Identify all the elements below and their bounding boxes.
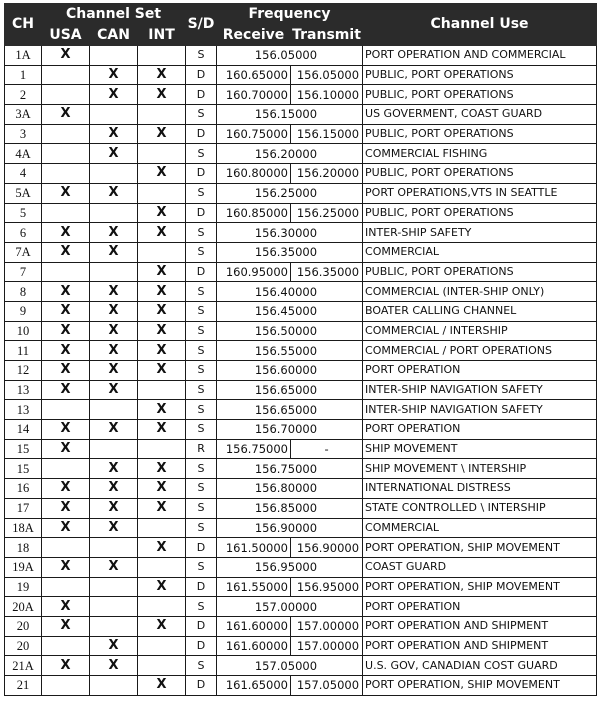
frequency-receive: 160.65000 [217,65,291,85]
usa-mark: X [42,242,90,262]
simplex-duplex: R [186,439,217,459]
usa-mark: X [42,46,90,66]
usa-mark: X [42,380,90,400]
frequency-transmit: 157.00000 [291,636,363,656]
can-mark: X [90,557,138,577]
channel-use: PORT OPERATION AND COMMERCIAL [363,46,597,66]
channel-use: COMMERCIAL / INTERSHIP [363,321,597,341]
simplex-duplex: S [186,597,217,617]
channel-number: 18 [5,538,42,558]
table-row [5,223,597,243]
channel-use: US GOVERMENT, COAST GUARD [363,105,597,125]
channel-number: 12 [5,361,42,381]
simplex-duplex: D [186,616,217,636]
channel-use: COMMERCIAL (INTER-SHIP ONLY) [363,282,597,302]
table-row [5,361,597,381]
simplex-duplex: S [186,144,217,164]
usa-mark [42,164,90,184]
int-mark: X [138,361,186,381]
frequency-simplex: 156.65000 [217,400,363,420]
can-mark [90,105,138,125]
usa-mark: X [42,183,90,203]
frequency-simplex: 156.55000 [217,341,363,361]
can-mark [90,46,138,66]
channel-use: COMMERCIAL / PORT OPERATIONS [363,341,597,361]
int-mark: X [138,420,186,440]
int-mark: X [138,282,186,302]
table-row [5,46,597,66]
can-mark [90,676,138,696]
channel-number: 19A [5,557,42,577]
channel-number: 11 [5,341,42,361]
channel-number: 14 [5,420,42,440]
channel-number: 19 [5,577,42,597]
usa-mark: X [42,479,90,499]
int-mark: X [138,577,186,597]
can-mark: X [90,282,138,302]
usa-mark: X [42,341,90,361]
channel-use: PORT OPERATION [363,361,597,381]
frequency-transmit: 157.05000 [291,676,363,696]
simplex-duplex: S [186,479,217,499]
frequency-simplex: 156.20000 [217,144,363,164]
channel-number: 9 [5,301,42,321]
frequency-transmit: - [291,439,363,459]
usa-mark [42,262,90,282]
can-mark: X [90,85,138,105]
frequency-receive: 160.80000 [217,164,291,184]
simplex-duplex: S [186,46,217,66]
channel-use: INTER-SHIP SAFETY [363,223,597,243]
table-row [5,538,597,558]
channel-number: 18A [5,518,42,538]
can-mark [90,400,138,420]
can-mark [90,577,138,597]
can-mark [90,597,138,617]
channel-number: 7 [5,262,42,282]
channel-number: 4 [5,164,42,184]
usa-mark [42,459,90,479]
frequency-simplex: 157.00000 [217,597,363,617]
channel-number: 2 [5,85,42,105]
channel-use: BOATER CALLING CHANNEL [363,301,597,321]
channel-number: 21A [5,656,42,676]
channel-use: PUBLIC, PORT OPERATIONS [363,262,597,282]
simplex-duplex: D [186,85,217,105]
channel-table-container [4,3,596,696]
table-row [5,577,597,597]
simplex-duplex: S [186,400,217,420]
channel-number: 5A [5,183,42,203]
int-mark: X [138,459,186,479]
can-mark: X [90,124,138,144]
int-mark: X [138,301,186,321]
table-body [5,46,597,696]
table-row [5,380,597,400]
header-usa: USA [42,25,90,46]
usa-mark: X [42,656,90,676]
int-mark [138,557,186,577]
channel-use: INTER-SHIP NAVIGATION SAFETY [363,380,597,400]
frequency-transmit: 156.35000 [291,262,363,282]
usa-mark [42,400,90,420]
usa-mark [42,203,90,223]
frequency-receive: 161.50000 [217,538,291,558]
can-mark: X [90,498,138,518]
int-mark: X [138,676,186,696]
channel-use: COMMERCIAL [363,518,597,538]
simplex-duplex: S [186,557,217,577]
table-row [5,301,597,321]
table-row [5,557,597,577]
int-mark: X [138,616,186,636]
simplex-duplex: S [186,498,217,518]
channel-use: STATE CONTROLLED \ INTERSHIP [363,498,597,518]
can-mark: X [90,518,138,538]
table-row [5,105,597,125]
channel-use: PORT OPERATION, SHIP MOVEMENT [363,577,597,597]
usa-mark: X [42,439,90,459]
usa-mark: X [42,420,90,440]
channel-use: PORT OPERATION, SHIP MOVEMENT [363,676,597,696]
table-row [5,676,597,696]
frequency-receive: 161.60000 [217,616,291,636]
channel-number: 7A [5,242,42,262]
header-channel-use: Channel Use [363,4,597,46]
table-row [5,164,597,184]
header-transmit: Transmit [291,25,363,46]
frequency-transmit: 156.20000 [291,164,363,184]
usa-mark: X [42,597,90,617]
table-row [5,420,597,440]
header-receive: Receive [217,25,291,46]
frequency-transmit: 156.10000 [291,85,363,105]
can-mark: X [90,183,138,203]
frequency-simplex: 156.80000 [217,479,363,499]
frequency-receive: 161.55000 [217,577,291,597]
usa-mark: X [42,557,90,577]
channel-number: 3A [5,105,42,125]
simplex-duplex: S [186,223,217,243]
frequency-receive: 156.75000 [217,439,291,459]
header-sd: S/D [186,4,217,46]
channel-number: 20A [5,597,42,617]
header-channel-set: Channel Set [42,4,186,25]
usa-mark: X [42,361,90,381]
int-mark: X [138,479,186,499]
usa-mark [42,538,90,558]
usa-mark [42,636,90,656]
frequency-receive: 160.70000 [217,85,291,105]
simplex-duplex: D [186,164,217,184]
can-mark: X [90,144,138,164]
channel-use: COMMERCIAL FISHING [363,144,597,164]
frequency-simplex: 156.45000 [217,301,363,321]
usa-mark: X [42,321,90,341]
frequency-transmit: 156.05000 [291,65,363,85]
int-mark [138,46,186,66]
channel-use: COAST GUARD [363,557,597,577]
channel-use: SHIP MOVEMENT [363,439,597,459]
frequency-transmit: 156.15000 [291,124,363,144]
channel-number: 20 [5,636,42,656]
table-row [5,498,597,518]
channel-number: 13 [5,400,42,420]
int-mark: X [138,498,186,518]
channel-number: 17 [5,498,42,518]
channel-number: 1A [5,46,42,66]
table-row [5,183,597,203]
table-row [5,242,597,262]
int-mark [138,144,186,164]
header-can: CAN [90,25,138,46]
simplex-duplex: S [186,242,217,262]
channel-use: PORT OPERATION AND SHIPMENT [363,636,597,656]
int-mark [138,380,186,400]
channel-number: 5 [5,203,42,223]
table-row [5,341,597,361]
channel-use: PUBLIC, PORT OPERATIONS [363,65,597,85]
int-mark: X [138,262,186,282]
simplex-duplex: D [186,577,217,597]
can-mark: X [90,321,138,341]
usa-mark: X [42,223,90,243]
channel-use: INTERNATIONAL DISTRESS [363,479,597,499]
channel-number: 15 [5,439,42,459]
frequency-simplex: 156.05000 [217,46,363,66]
usa-mark: X [42,518,90,538]
frequency-transmit: 156.90000 [291,538,363,558]
table-row [5,65,597,85]
simplex-duplex: S [186,321,217,341]
channel-number: 13 [5,380,42,400]
frequency-simplex: 156.85000 [217,498,363,518]
channel-number: 20 [5,616,42,636]
channel-number: 15 [5,459,42,479]
table-row [5,597,597,617]
channel-number: 16 [5,479,42,499]
int-mark [138,636,186,656]
can-mark [90,203,138,223]
table-row [5,636,597,656]
table-row [5,479,597,499]
simplex-duplex: D [186,636,217,656]
can-mark: X [90,242,138,262]
simplex-duplex: S [186,282,217,302]
int-mark [138,242,186,262]
simplex-duplex: S [186,380,217,400]
simplex-duplex: S [186,420,217,440]
table-row [5,321,597,341]
channel-use: PUBLIC, PORT OPERATIONS [363,124,597,144]
can-mark: X [90,479,138,499]
can-mark [90,164,138,184]
int-mark: X [138,65,186,85]
int-mark: X [138,223,186,243]
int-mark [138,656,186,676]
channel-use: PORT OPERATION, SHIP MOVEMENT [363,538,597,558]
simplex-duplex: S [186,183,217,203]
table-header [5,4,597,46]
channel-number: 21 [5,676,42,696]
simplex-duplex: S [186,361,217,381]
simplex-duplex: S [186,341,217,361]
table-row [5,616,597,636]
int-mark: X [138,203,186,223]
can-mark [90,538,138,558]
usa-mark: X [42,282,90,302]
simplex-duplex: D [186,65,217,85]
table-row [5,656,597,676]
frequency-simplex: 156.50000 [217,321,363,341]
can-mark: X [90,459,138,479]
usa-mark [42,676,90,696]
int-mark: X [138,400,186,420]
usa-mark: X [42,105,90,125]
channel-use: PUBLIC, PORT OPERATIONS [363,203,597,223]
channel-use: PUBLIC, PORT OPERATIONS [363,164,597,184]
usa-mark [42,144,90,164]
int-mark: X [138,85,186,105]
int-mark [138,105,186,125]
table-row [5,144,597,164]
frequency-simplex: 156.95000 [217,557,363,577]
simplex-duplex: D [186,203,217,223]
channel-number: 4A [5,144,42,164]
channel-use: PORT OPERATION [363,597,597,617]
usa-mark: X [42,301,90,321]
channel-number: 1 [5,65,42,85]
channel-number: 6 [5,223,42,243]
table-row [5,124,597,144]
frequency-simplex: 156.30000 [217,223,363,243]
int-mark [138,439,186,459]
int-mark: X [138,341,186,361]
table-row [5,518,597,538]
frequency-receive: 160.85000 [217,203,291,223]
table-row [5,85,597,105]
frequency-receive: 161.60000 [217,636,291,656]
frequency-simplex: 156.35000 [217,242,363,262]
can-mark: X [90,301,138,321]
simplex-duplex: D [186,538,217,558]
frequency-simplex: 156.60000 [217,361,363,381]
frequency-simplex: 156.65000 [217,380,363,400]
table-row [5,459,597,479]
simplex-duplex: S [186,518,217,538]
frequency-simplex: 156.75000 [217,459,363,479]
can-mark [90,439,138,459]
usa-mark: X [42,498,90,518]
channel-use: INTER-SHIP NAVIGATION SAFETY [363,400,597,420]
usa-mark [42,124,90,144]
frequency-receive: 161.65000 [217,676,291,696]
can-mark: X [90,65,138,85]
simplex-duplex: S [186,656,217,676]
can-mark [90,616,138,636]
channel-use: PUBLIC, PORT OPERATIONS [363,85,597,105]
usa-mark [42,577,90,597]
frequency-receive: 160.95000 [217,262,291,282]
frequency-transmit: 157.00000 [291,616,363,636]
channel-use: PORT OPERATION [363,420,597,440]
simplex-duplex: D [186,262,217,282]
can-mark: X [90,361,138,381]
channel-use: SHIP MOVEMENT \ INTERSHIP [363,459,597,479]
usa-mark: X [42,616,90,636]
channel-use: PORT OPERATION AND SHIPMENT [363,616,597,636]
header-frequency: Frequency [217,4,363,25]
header-int: INT [138,25,186,46]
frequency-simplex: 156.15000 [217,105,363,125]
int-mark [138,518,186,538]
channel-use: U.S. GOV, CANADIAN COST GUARD [363,656,597,676]
frequency-simplex: 157.05000 [217,656,363,676]
table-row [5,203,597,223]
can-mark: X [90,223,138,243]
table-row [5,400,597,420]
can-mark: X [90,420,138,440]
frequency-simplex: 156.40000 [217,282,363,302]
int-mark [138,183,186,203]
simplex-duplex: S [186,459,217,479]
channel-number: 8 [5,282,42,302]
frequency-simplex: 156.25000 [217,183,363,203]
header-ch: CH [5,4,42,46]
frequency-simplex: 156.70000 [217,420,363,440]
channel-use: COMMERCIAL [363,242,597,262]
can-mark: X [90,656,138,676]
can-mark: X [90,341,138,361]
can-mark: X [90,636,138,656]
table-row [5,262,597,282]
frequency-simplex: 156.90000 [217,518,363,538]
usa-mark [42,85,90,105]
int-mark: X [138,164,186,184]
table-row [5,439,597,459]
int-mark: X [138,538,186,558]
usa-mark [42,65,90,85]
simplex-duplex: S [186,105,217,125]
can-mark: X [90,380,138,400]
channel-number: 10 [5,321,42,341]
table-row [5,282,597,302]
frequency-transmit: 156.25000 [291,203,363,223]
simplex-duplex: S [186,301,217,321]
simplex-duplex: D [186,124,217,144]
int-mark: X [138,321,186,341]
simplex-duplex: D [186,676,217,696]
int-mark [138,597,186,617]
int-mark: X [138,124,186,144]
frequency-transmit: 156.95000 [291,577,363,597]
channel-use: PORT OPERATIONS,VTS IN SEATTLE [363,183,597,203]
vhf-channel-table [4,3,597,696]
channel-number: 3 [5,124,42,144]
frequency-receive: 160.75000 [217,124,291,144]
can-mark [90,262,138,282]
